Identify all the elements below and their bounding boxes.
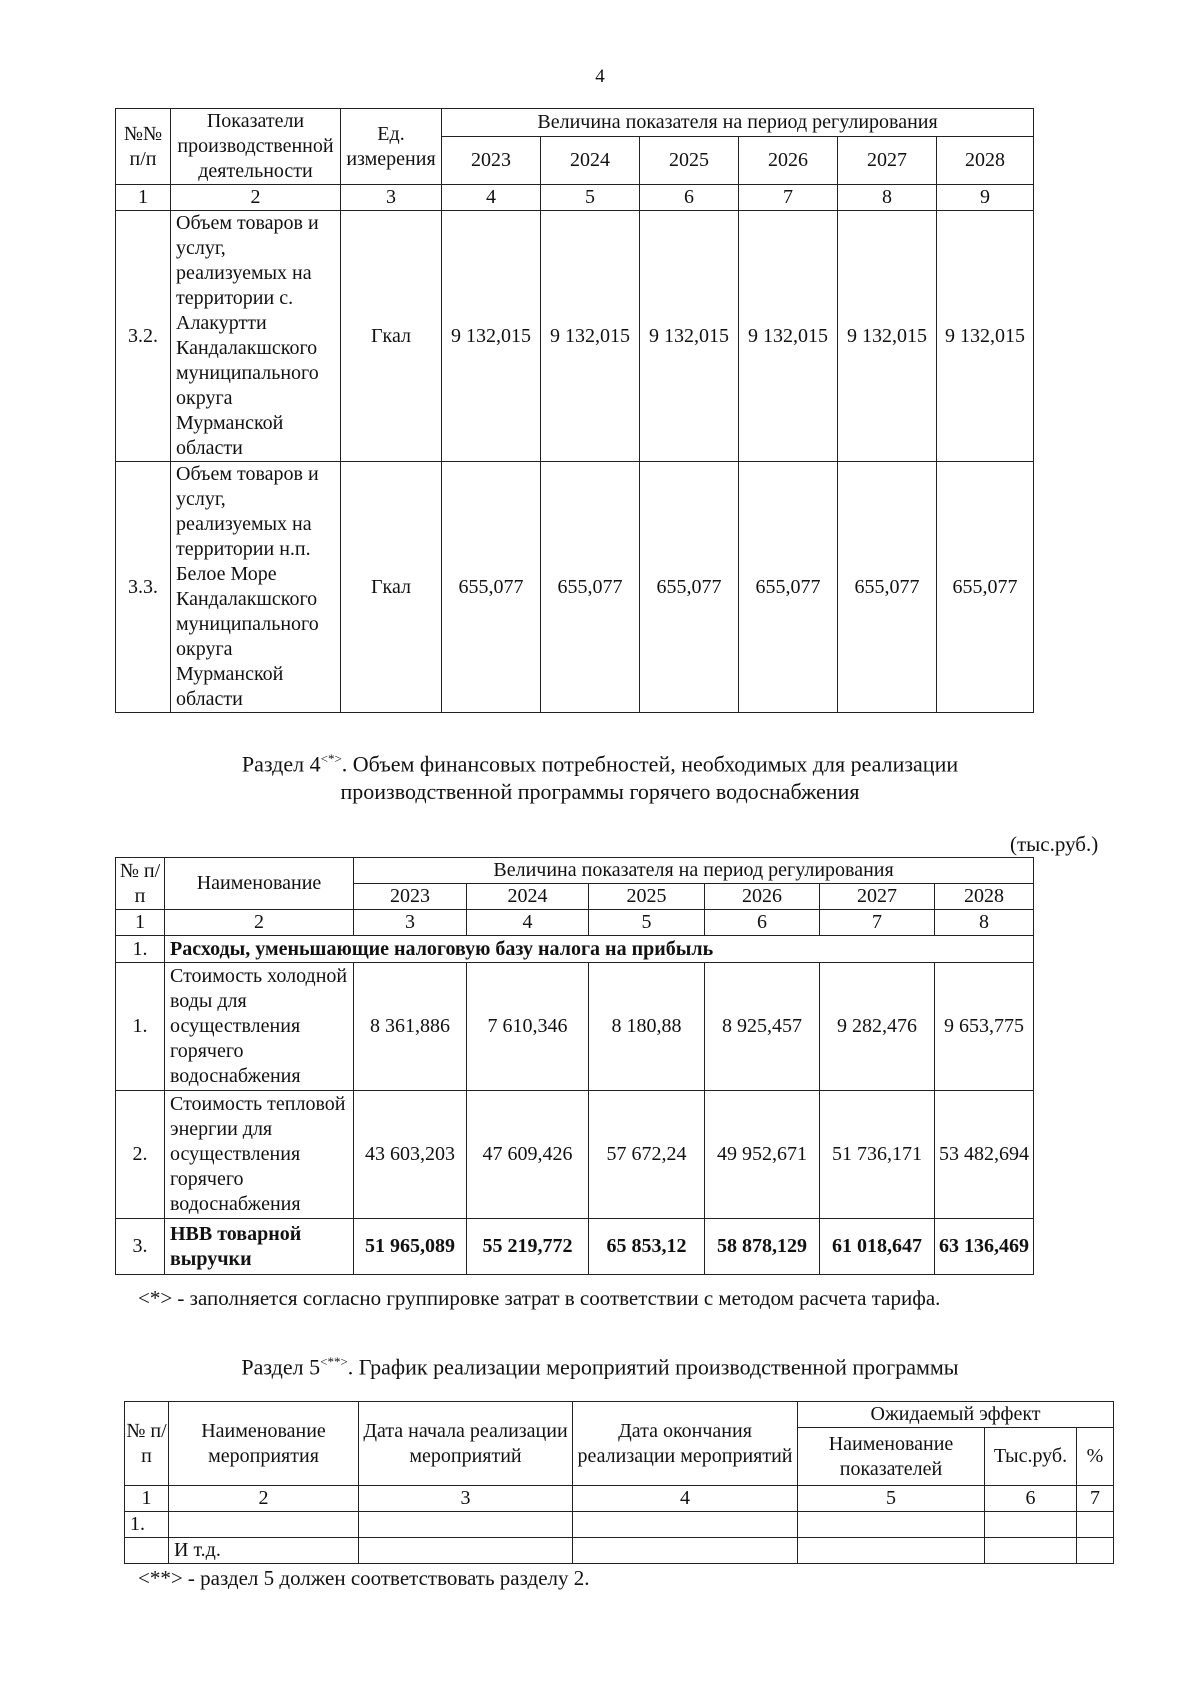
row-value: 49 952,671 [705, 1091, 820, 1219]
row-value: 9 132,015 [442, 211, 541, 462]
header-indicator: Показатели производственной деятельности [171, 109, 341, 185]
row-cell [985, 1538, 1077, 1564]
header-year: 2027 [820, 884, 935, 910]
row-value: 57 672,24 [589, 1091, 705, 1219]
units-label: (тыс.руб.) [1010, 832, 1099, 856]
header-num: № п/п [116, 858, 165, 910]
row-value: 9 132,015 [838, 211, 937, 462]
row-cell [985, 1512, 1077, 1538]
row-num: 3.3. [116, 462, 171, 713]
col-number: 4 [467, 910, 589, 936]
section4-footnote: <*> - заполняется согласно группировке затрат в соответствии с методом расчета тарифа. [138, 1286, 941, 1310]
row-value: 8 361,886 [354, 963, 467, 1091]
row-value: 8 180,88 [589, 963, 705, 1091]
header-start-date: Дата начала реализации мероприятий [359, 1402, 573, 1486]
row-unit: Гкал [341, 462, 442, 713]
total-value: 65 853,12 [589, 1219, 705, 1275]
row-value: 9 282,476 [820, 963, 935, 1091]
col-number: 5 [541, 185, 640, 211]
indicators-table [115, 108, 1034, 713]
col-number: 1 [116, 910, 165, 936]
row-name: И т.д. [169, 1538, 359, 1564]
financial-needs-table [115, 857, 1034, 1275]
row-name: Объем товаров и услуг, реализуемых на территории н.п. Белое Море Кандалакшского муниципального округа Мурманской области [171, 462, 341, 713]
row-value: 655,077 [442, 462, 541, 713]
row-value: 51 736,171 [820, 1091, 935, 1219]
page-number: 4 [595, 66, 605, 87]
row-cell [798, 1512, 985, 1538]
group-row [116, 936, 1034, 963]
row-num: 1. [116, 963, 165, 1091]
row-value: 9 132,015 [937, 211, 1034, 462]
header-year: 2027 [838, 137, 937, 185]
col-number: 2 [165, 910, 354, 936]
row-name [169, 1512, 359, 1538]
col-number: 9 [937, 185, 1034, 211]
row-name: Стоимость холодной воды для осуществления горячего водоснабжения [165, 963, 354, 1091]
section4-title-sup: <*> [320, 751, 342, 766]
header-num: №№ п/п [116, 109, 171, 185]
row-num: 3.2. [116, 211, 171, 462]
header-year: 2025 [640, 137, 739, 185]
col-number: 3 [359, 1486, 573, 1512]
total-name: НВВ товарной выручки [165, 1219, 354, 1275]
col-number: 4 [442, 185, 541, 211]
group-num: 1. [116, 936, 165, 963]
col-number: 7 [1077, 1486, 1114, 1512]
row-name: Объем товаров и услуг, реализуемых на территории с. Алакуртти Кандалакшского муниципального округа Мурманской области [171, 211, 341, 462]
section4-title [0, 745, 1200, 806]
section5-title-sup: <**> [320, 1354, 348, 1369]
row-value: 9 653,775 [935, 963, 1034, 1091]
row-value: 9 132,015 [541, 211, 640, 462]
total-value: 55 219,772 [467, 1219, 589, 1275]
row-cell [359, 1538, 573, 1564]
header-year: 2023 [354, 884, 467, 910]
row-value: 655,077 [838, 462, 937, 713]
header-effect-rub: Тыс.руб. [985, 1428, 1077, 1486]
row-cell [573, 1538, 798, 1564]
section4-title-prefix: Раздел 4 [241, 751, 321, 777]
row-cell [573, 1512, 798, 1538]
row-value: 53 482,694 [935, 1091, 1034, 1219]
header-name: Наименование [165, 858, 354, 910]
header-effect: Ожидаемый эффект [798, 1402, 1114, 1428]
col-number: 8 [935, 910, 1034, 936]
row-num [125, 1538, 169, 1564]
section5-title [0, 1348, 1200, 1381]
header-year: 2028 [937, 137, 1034, 185]
row-cell [359, 1512, 573, 1538]
col-number: 7 [820, 910, 935, 936]
row-num: 2. [116, 1091, 165, 1219]
row-value: 9 132,015 [739, 211, 838, 462]
col-number: 2 [169, 1486, 359, 1512]
row-value: 655,077 [541, 462, 640, 713]
row-num: 1. [125, 1512, 169, 1538]
col-number: 5 [589, 910, 705, 936]
row-value: 655,077 [937, 462, 1034, 713]
col-number: 8 [838, 185, 937, 211]
header-effect-name: Наименование показателей [798, 1428, 985, 1486]
header-period: Величина показателя на период регулирования [354, 858, 1034, 884]
total-value: 51 965,089 [354, 1219, 467, 1275]
table-row [125, 1538, 1114, 1564]
table-row [116, 211, 1034, 462]
table-row [116, 963, 1034, 1091]
row-value: 9 132,015 [640, 211, 739, 462]
section5-title-prefix: Раздел 5 [241, 1354, 321, 1380]
total-value: 63 136,469 [935, 1219, 1034, 1275]
col-number: 6 [985, 1486, 1077, 1512]
table-row [116, 462, 1034, 713]
row-value: 43 603,203 [354, 1091, 467, 1219]
row-value: 655,077 [739, 462, 838, 713]
schedule-table [124, 1401, 1114, 1564]
header-num: № п/п [125, 1402, 169, 1486]
col-number: 5 [798, 1486, 985, 1512]
header-year: 2024 [467, 884, 589, 910]
header-unit: Ед. измерения [341, 109, 442, 185]
row-value: 7 610,346 [467, 963, 589, 1091]
col-number: 7 [739, 185, 838, 211]
header-year: 2028 [935, 884, 1034, 910]
col-number: 3 [354, 910, 467, 936]
header-year: 2023 [442, 137, 541, 185]
total-value: 61 018,647 [820, 1219, 935, 1275]
col-number: 2 [171, 185, 341, 211]
section5-footnote: <**> - раздел 5 должен соответствовать разделу 2. [138, 1566, 590, 1590]
header-year: 2026 [705, 884, 820, 910]
col-number: 3 [341, 185, 442, 211]
section4-title-line1: . Объем финансовых потребностей, необходимых для реализации [341, 751, 959, 777]
header-effect-pct: % [1077, 1428, 1114, 1486]
header-end-date: Дата окончания реализации мероприятий [573, 1402, 798, 1486]
section4-title-line2: производственной программы горячего водоснабжения [340, 779, 860, 805]
col-number: 6 [705, 910, 820, 936]
row-value: 47 609,426 [467, 1091, 589, 1219]
row-cell [1077, 1512, 1114, 1538]
total-row [116, 1219, 1034, 1275]
col-number: 1 [125, 1486, 169, 1512]
row-name: Стоимость тепловой энергии для осуществления горячего водоснабжения [165, 1091, 354, 1219]
col-number: 6 [640, 185, 739, 211]
header-year: 2025 [589, 884, 705, 910]
col-number: 1 [116, 185, 171, 211]
header-name: Наименование мероприятия [169, 1402, 359, 1486]
row-value: 655,077 [640, 462, 739, 713]
section5-title-rest: . График реализации мероприятий производственной программы [347, 1354, 959, 1380]
header-year: 2026 [739, 137, 838, 185]
total-value: 58 878,129 [705, 1219, 820, 1275]
table-row [116, 1091, 1034, 1219]
row-cell [798, 1538, 985, 1564]
header-year: 2024 [541, 137, 640, 185]
group-label: Расходы, уменьшающие налоговую базу налога на прибыль [165, 936, 1034, 963]
row-value: 8 925,457 [705, 963, 820, 1091]
header-period: Величина показателя на период регулирования [442, 109, 1034, 137]
row-cell [1077, 1538, 1114, 1564]
row-unit: Гкал [341, 211, 442, 462]
table-row [125, 1512, 1114, 1538]
total-num: 3. [116, 1219, 165, 1275]
col-number: 4 [573, 1486, 798, 1512]
